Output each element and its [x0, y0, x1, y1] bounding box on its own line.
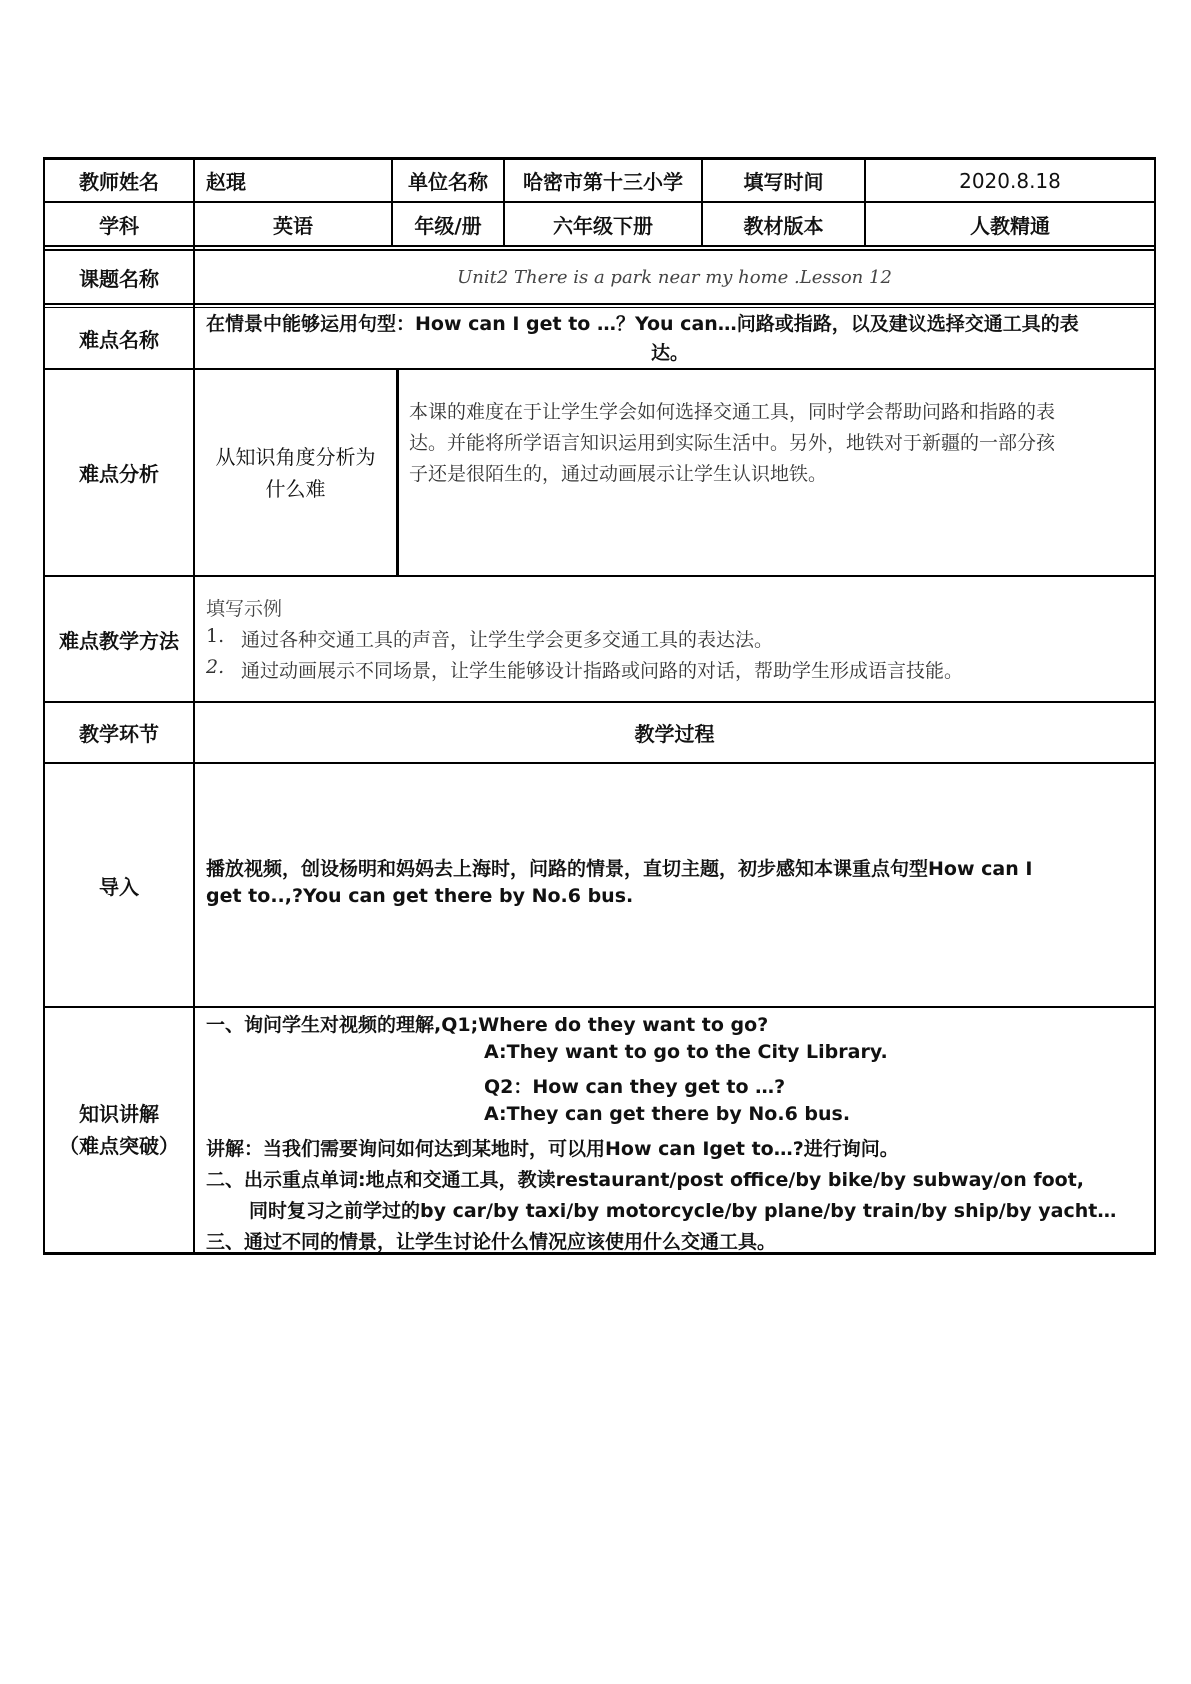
difficulty-text-line-2: 达。: [651, 342, 690, 364]
row-divider: [43, 245, 1156, 247]
method-item-1-number: 1.: [206, 625, 225, 647]
knowledge-label-line-2: （难点突破）: [59, 1134, 179, 1158]
method-item-1: 通过各种交通工具的声音，让学生学会更多交通工具的表达法。: [241, 629, 774, 651]
topic-value: Unit2 There is a park near my home .Lesson 12: [457, 266, 892, 288]
knowledge-line-5: 讲解：当我们需要询问如何达到某地时，可以用How can Iget to…?进行询问。: [206, 1138, 899, 1160]
unit-label: 单位名称: [408, 170, 488, 194]
grade-label: 年级/册: [414, 213, 482, 238]
teacher-label: 教师姓名: [79, 170, 159, 194]
knowledge-label-line-1: 知识讲解: [79, 1102, 159, 1126]
subject-value: 英语: [273, 213, 313, 238]
row-divider: [43, 1006, 1156, 1008]
analysis-sub-label: [195, 370, 396, 575]
method-label: 难点教学方法: [59, 628, 179, 653]
knowledge-line-4: A:They can get there by No.6 bus.: [484, 1103, 851, 1125]
intro-text-line-1: 播放视频，创设杨明和妈妈去上海时，问路的情景，直切主题，初步感知本课重点句型How can I: [206, 858, 1033, 880]
process-stage-label: 教学环节: [79, 722, 159, 746]
analysis-label: 难点分析: [79, 462, 159, 486]
row-divider: [43, 762, 1156, 764]
knowledge-line-6: 二、出示重点单词:地点和交通工具，教读restaurant/post office/by bike/by subway/on foot,: [206, 1169, 1085, 1191]
subject-label: 学科: [99, 213, 139, 238]
intro-text-line-2: get to..,?You can get there by No.6 bus.: [206, 885, 634, 907]
column-divider: [396, 369, 399, 576]
date-label: 填写时间: [743, 170, 824, 194]
row-divider: [43, 575, 1156, 577]
date-value: 2020.8.18: [959, 168, 1061, 193]
process-title: 教学过程: [634, 722, 715, 746]
topic-label: 课题名称: [79, 266, 159, 291]
edition-value: 人教精通: [970, 213, 1050, 238]
difficulty-label: 难点名称: [79, 327, 159, 352]
knowledge-line-1: 一、询问学生对视频的理解,Q1;Where do they want to go?: [206, 1014, 769, 1036]
knowledge-line-8: 三、通过不同的情景，让学生讨论什么情况应该使用什么交通工具。: [206, 1231, 777, 1253]
knowledge-line-7: 同时复习之前学过的by car/by taxi/by motorcycle/by plane/by train/by ship/by yacht…: [249, 1200, 1117, 1222]
edition-label: 教材版本: [743, 213, 824, 238]
method-item-2: 通过动画展示不同场景，让学生能够设计指路或问路的对话，帮助学生形成语言技能。: [241, 660, 964, 682]
knowledge-line-3: Q2：How can they get to …?: [484, 1076, 786, 1098]
analysis-text-line-3: 子还是很陌生的，通过动画展示让学生认识地铁。: [409, 463, 828, 485]
method-example: 填写示例: [206, 598, 283, 620]
row-divider: [43, 303, 1156, 305]
intro-label: 导入: [99, 874, 139, 899]
unit-value: 哈密市第十三小学: [523, 170, 683, 194]
analysis-sub-label-line-2: 什么难: [265, 476, 326, 501]
analysis-text-line-1: 本课的难度在于让学生学会如何选择交通工具，同时学会帮助问路和指路的表: [409, 401, 1056, 423]
difficulty-text-line-1: 在情景中能够运用句型：How can I get to …？You can…问路或指路，以及建议选择交通工具的表: [206, 313, 1079, 335]
row-divider: [43, 307, 1156, 308]
table-border-right: [1154, 157, 1156, 1255]
knowledge-label: [45, 1008, 193, 1252]
lesson-plan-table: [43, 157, 1156, 1255]
knowledge-line-2: A:They want to go to the City Library.: [484, 1041, 888, 1063]
teacher-value: 赵琨: [206, 170, 246, 194]
grade-value: 六年级下册: [553, 213, 653, 238]
analysis-text-line-2: 达。并能将所学语言知识运用到实际生活中。另外，地铁对于新疆的一部分孩: [409, 432, 1056, 454]
analysis-sub-label-line-1: 从知识角度分析为: [215, 444, 376, 469]
method-item-2-number: 2.: [206, 656, 225, 678]
